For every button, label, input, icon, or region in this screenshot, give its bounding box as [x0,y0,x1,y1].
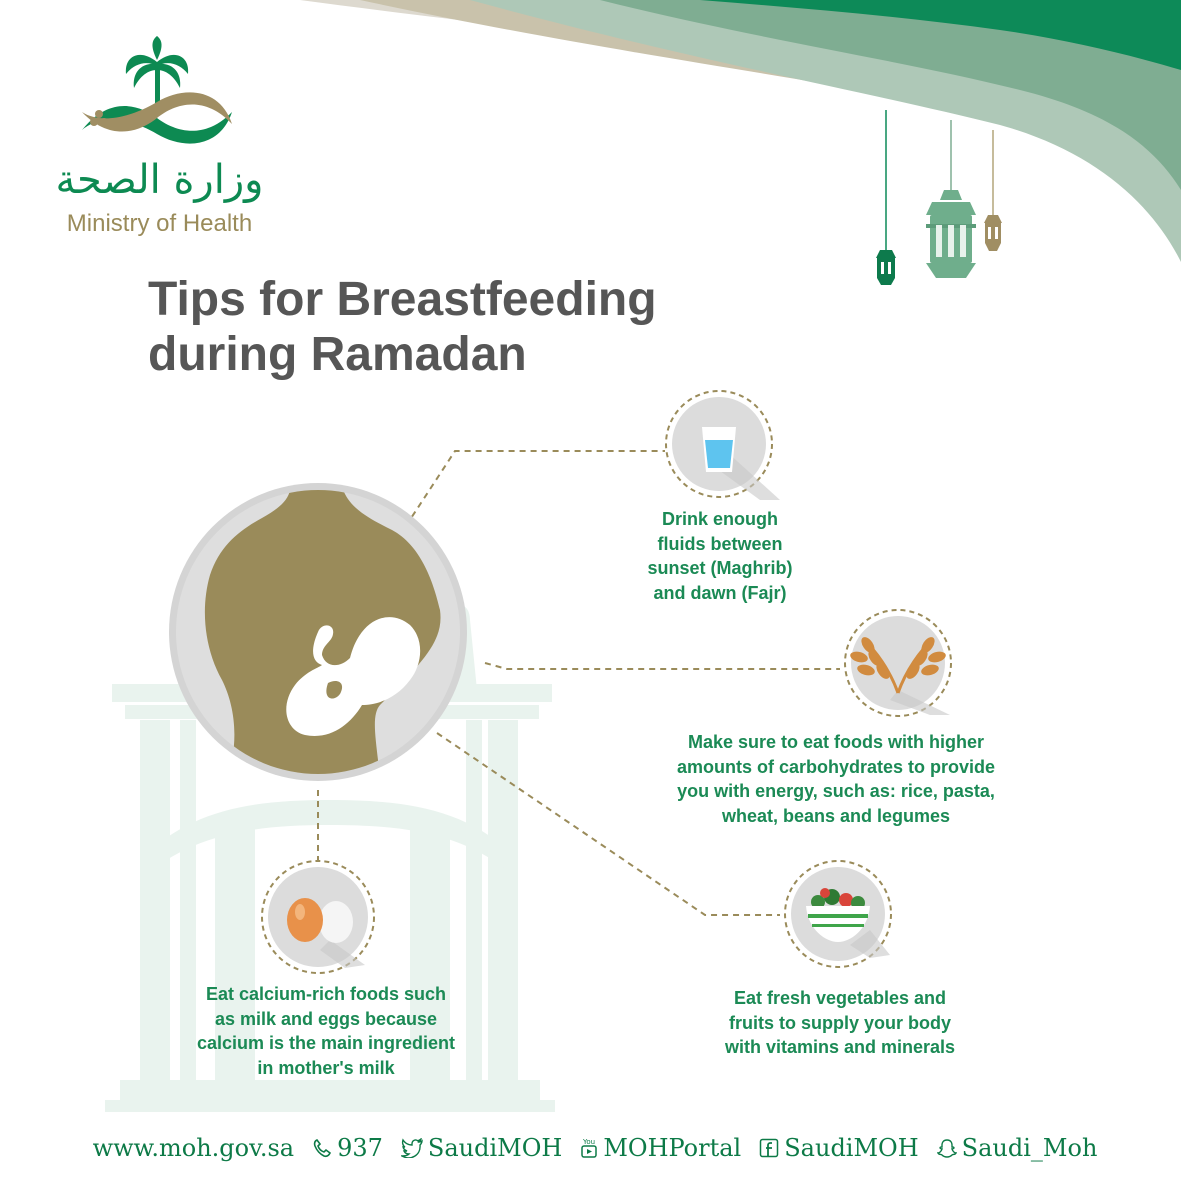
facebook-contact[interactable] [759,1134,918,1162]
tip-carbs-line: Make sure to eat foods with higher [687,732,985,752]
page-title [148,272,748,382]
footer-contact-bar [92,1128,1098,1168]
svg-text:You: You [583,1138,596,1146]
tip-calcium-line: calcium is the main ingredient [196,1033,456,1053]
title-line-1: Tips for Breastfeeding [148,273,657,326]
snapchat-contact[interactable] [937,1134,1098,1162]
youtube-contact[interactable] [580,1134,741,1162]
ministry-name-arabic: وزارة الصحة [55,157,264,203]
tip-calcium-line: in mother's milk [257,1057,395,1078]
lantern-small-right [984,215,1002,251]
tip-carbs-line: wheat, beans and legumes [721,805,951,826]
tip-carbs-line: you with energy, such as: rice, pasta, [677,781,995,801]
tip-calcium-line: as milk and eggs because [214,1008,438,1029]
ministry-name-english: Ministry of Health [66,210,253,237]
phone-number: 937 [337,1134,383,1162]
lantern-decoration [876,110,1002,285]
tip-fluids-line: sunset (Maghrib) [647,558,793,578]
phone-contact[interactable] [312,1134,383,1162]
wheat-icon [845,610,951,716]
water-glass-icon [666,391,780,500]
youtube-icon [580,1137,598,1159]
title-line-2: during Ramadan [148,328,527,381]
twitter-handle: SaudiMOH [427,1134,563,1162]
top-wave-decoration [300,0,1181,262]
mother-illustration [169,384,467,800]
phone-icon [312,1138,332,1158]
tip-fluids-line: and dawn (Fajr) [653,582,787,603]
website-link[interactable]: www.moh.gov.sa [92,1134,295,1162]
tip-calcium-text [168,982,484,1080]
twitter-icon [401,1138,423,1158]
lantern-large [926,190,976,278]
youtube-channel: MOHPortal [603,1134,742,1162]
twitter-contact[interactable] [401,1134,562,1162]
tip-fluids-text [620,507,820,605]
salad-bowl-icon [785,861,891,967]
tip-vegetables-line: with vitamins and minerals [724,1037,956,1057]
lantern-small-left [876,250,896,285]
tip-vegetables-line: fruits to supply your body [728,1012,951,1033]
tip-fluids-line: Drink enough [662,509,778,529]
snapchat-icon [937,1138,957,1158]
facebook-icon [759,1138,779,1158]
snapchat-handle: Saudi_Moh [961,1134,1098,1162]
tip-carbs-line: amounts of carbohydrates to provide [676,756,996,777]
moh-logo-emblem [82,36,232,144]
tip-vegetables-text [690,986,990,1060]
facebook-page: SaudiMOH [784,1134,919,1162]
tip-vegetables-line: Eat fresh vegetables and [733,988,947,1008]
eggs-icon [262,861,374,973]
tip-carbs-text [640,730,1032,828]
tip-calcium-line: Eat calcium-rich foods such [205,984,447,1004]
tip-fluids-line: fluids between [657,533,783,554]
